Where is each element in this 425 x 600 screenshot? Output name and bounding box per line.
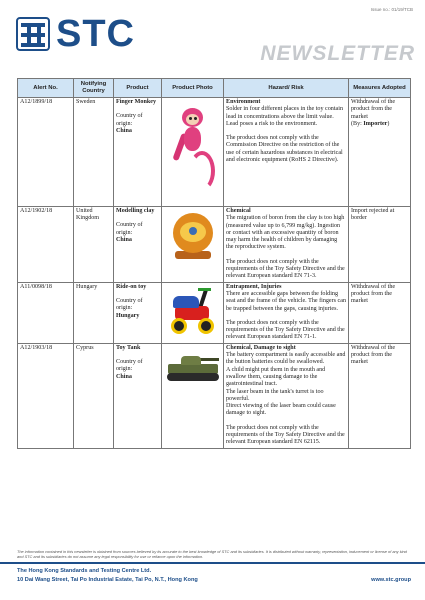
measures-by-prefix: (By:: [351, 120, 364, 127]
hazard-text: The product does not comply with the Commission Directive on the restriction of the use of certain hazardous substances in electrical and electronic equipment (RoHS 2 Directive).: [226, 135, 343, 164]
measures-text: Withdrawal of the product from the market: [351, 99, 396, 120]
hazard-cell: [224, 282, 349, 343]
product-name: Finger Monkey: [116, 99, 157, 105]
product-cell: [114, 282, 162, 343]
photo-cell: [162, 207, 224, 283]
disclaimer: The information contained in this newsletter is obtained from sources believed by its accurate to the best knowledge of STC and its subsidiaries. It is distributed without warranty, representation, inducement or license of any kind and STC and its subsidiaries do not assume any legal responsibility for use or reliance upon the information.: [17, 549, 407, 559]
hazard-title: Chemical, Damage to sight: [226, 344, 296, 351]
hazard-text: Solder in four different places in the toy contain lead in concentrations above the limit value.: [226, 106, 343, 120]
hazard-text: A child might put them in the mouth and swallow them, causing damage to the gastrointestinal tract.: [226, 366, 326, 388]
measures-cell: Import rejected at border: [349, 207, 411, 283]
measures-cell: Withdrawal of the product from the market: [349, 282, 411, 343]
hazard-title: Chemical: [226, 208, 251, 214]
table-row: [18, 282, 411, 343]
col-notifying-country: Notifying Country: [74, 79, 114, 98]
photo-cell: [162, 343, 224, 448]
issue-number: Issue no.: 01/19/TCB: [370, 7, 413, 12]
country-cell: Sweden: [74, 98, 114, 207]
hazard-text: Lead poses a risk to the environment.: [226, 120, 318, 127]
newsletter-title: NEWSLETTER: [260, 42, 415, 65]
table-header-row: [18, 79, 411, 98]
modelling-clay-photo: [165, 208, 221, 266]
hazard-cell: [224, 343, 349, 448]
hazard-text: Direct viewing of the laser beam could cause damage to sight.: [226, 403, 336, 417]
origin-label: Country of origin:: [116, 359, 143, 373]
alert-no-cell: A12/1899/18: [18, 98, 74, 207]
table-row: [18, 343, 411, 448]
finger-monkey-photo: [165, 99, 221, 205]
hazard-text: The battery compartment is easily accessible and the button batteries could be swallowed.: [226, 352, 346, 366]
hazard-text: There are accessible gaps between the folding seat and the frame of the vehicle. The fingers can be trapped between the gaps, causing injuries.: [226, 290, 347, 312]
footer-website-link[interactable]: www.stc.group: [371, 577, 411, 583]
alert-no-cell: A11/0098/18: [18, 282, 74, 343]
alert-no-cell: A12/1902/18: [18, 207, 74, 283]
measures-cell: [349, 98, 411, 207]
origin-value: China: [116, 373, 132, 380]
hazard-text: The migration of boron from the clay is too high (measured value up to 6,799 mg/kg). Ingestion or contact with an excessive quantity of boron may harm the health of children by damaging the reproductive system.: [226, 215, 345, 251]
product-cell: [114, 207, 162, 283]
hazard-text: The product does not comply with the requirements of the Toy Safety Directive and the relevant European standard EN 71-1.: [226, 319, 345, 341]
stc-logo: [16, 15, 135, 53]
country-cell: Cyprus: [74, 343, 114, 448]
hazard-title: Entrapment, Injuries: [226, 283, 282, 290]
measures-by: [351, 121, 408, 128]
photo-cell: [162, 98, 224, 207]
country-cell: Hungary: [74, 282, 114, 343]
alerts-table: [17, 78, 411, 449]
hazard-text: The product does not comply with the requirements of the Toy Safety Directive and the relevant European standard EN 62115.: [226, 424, 345, 446]
footer-company: The Hong Kong Standards and Testing Centre Ltd.: [17, 568, 152, 574]
product-name: Modelling clay: [116, 208, 155, 214]
hazard-text: The product does not comply with the requirements of the Toy Safety Directive and the relevant European standard EN 71-3.: [226, 258, 345, 280]
measures-by-value: Importer: [363, 120, 388, 127]
country-cell: United Kingdom: [74, 207, 114, 283]
hazard-cell: [224, 98, 349, 207]
footer-divider: [0, 562, 425, 564]
table-row: [18, 207, 411, 283]
alert-no-cell: A12/1903/18: [18, 343, 74, 448]
product-name: Ride-on toy: [116, 283, 147, 290]
product-cell: [114, 98, 162, 207]
toy-tank-photo: [165, 345, 221, 387]
origin-value: China: [116, 127, 132, 134]
footer-address: 10 Dai Wang Street, Tai Po Industrial Estate, Tai Po, N.T., Hong Kong: [17, 577, 198, 583]
origin-value: Hungary: [116, 312, 140, 319]
stc-logo-icon: [16, 17, 50, 51]
hazard-cell: [224, 207, 349, 283]
col-product-photo: Product Photo: [162, 79, 224, 98]
origin-label: Country of origin:: [116, 297, 143, 312]
photo-cell: [162, 282, 224, 343]
product-name: Toy Tank: [116, 344, 141, 351]
logo-text: STC: [56, 13, 135, 55]
hazard-text: The laser beam in the tank's turret is too powerful.: [226, 388, 324, 402]
origin-label: Country of origin:: [116, 113, 143, 127]
measures-by-suffix: ): [387, 120, 390, 127]
col-measures-adopted: Measures Adopted: [349, 79, 411, 98]
origin-label: Country of origin:: [116, 222, 143, 236]
measures-cell: Withdrawal of the product from the market: [349, 343, 411, 448]
col-hazard-risk: Hazard/ Risk: [224, 79, 349, 98]
product-cell: [114, 343, 162, 448]
ride-on-toy-photo: [165, 284, 221, 340]
origin-value: China: [116, 236, 132, 243]
col-product: Product: [114, 79, 162, 98]
hazard-title: Environment: [226, 99, 261, 105]
col-alert-no: Alert No.: [18, 79, 74, 98]
table-row: [18, 98, 411, 207]
